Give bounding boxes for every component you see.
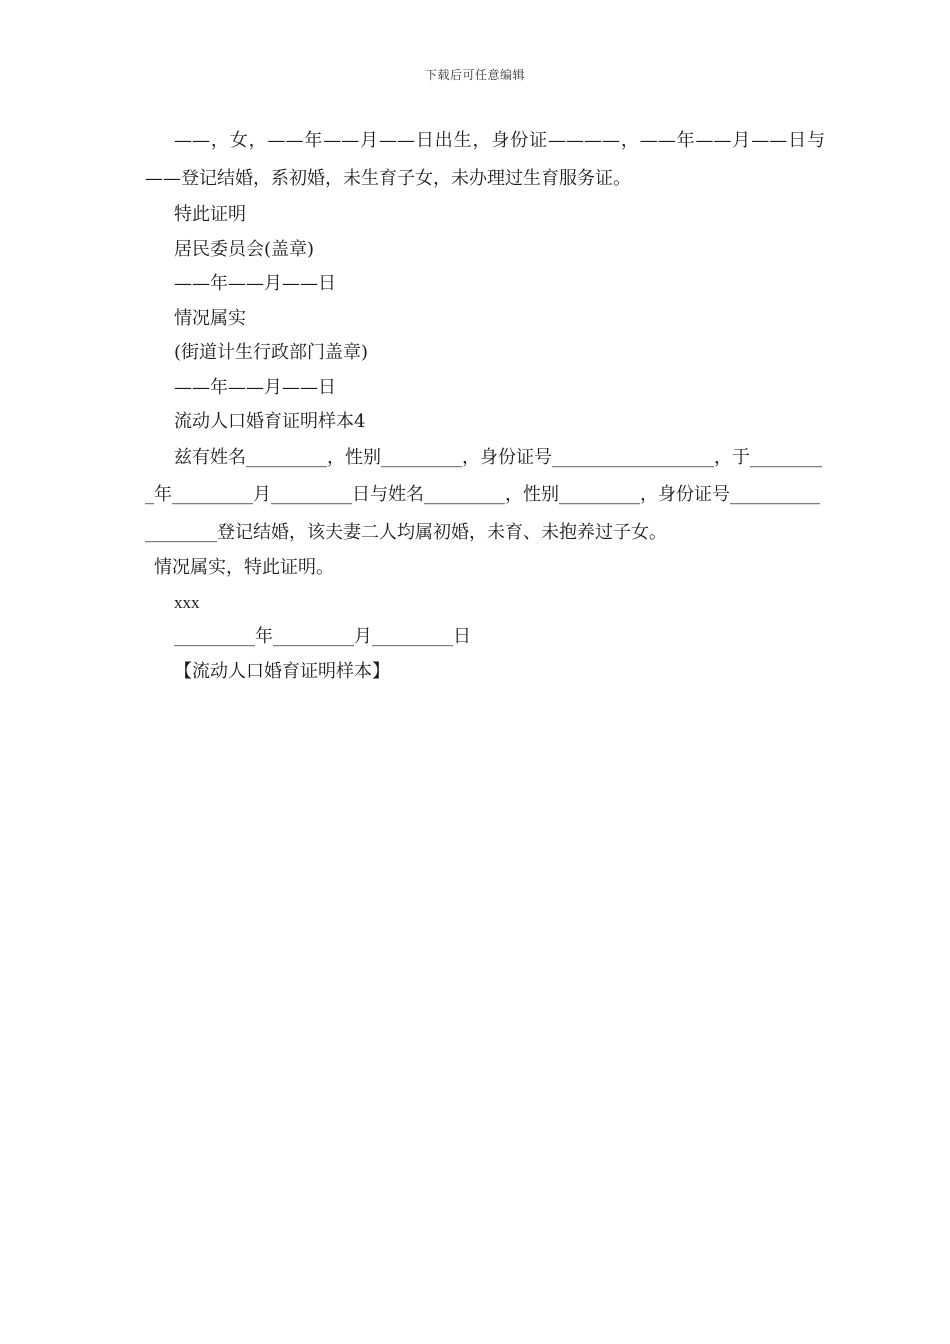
certificate-paragraph: ——，女，——年——月——日出生，身份证————，——年——月——日与——登记结婚，系初婚，未生育子女，未办理过生育服务证。: [145, 130, 825, 189]
page-header: 下载后可任意编辑: [424, 68, 525, 82]
date-blank-line: _________年_________月_________日: [174, 626, 471, 647]
committee-seal-line: 居民委员会(盖章): [174, 238, 315, 260]
signatory: xxx: [174, 592, 200, 612]
date-line: ——年——月——日: [174, 273, 336, 294]
date-line: ——年——月——日: [174, 376, 336, 398]
street-office-seal-line: (街道计生行政部门盖章): [174, 342, 369, 363]
marriage-certificate-paragraph: 兹有姓名_________，性别_________，身份证号__________________，于_________年_________月_________日与姓名_________，性别_________，身份证号__________________登记结婚，该夫妻二人均属初婚，未育、未抱养过子女。: [145, 446, 822, 543]
certify-line: 特此证明: [174, 204, 246, 225]
footer-title: 【流动人口婚育证明样本】: [174, 660, 390, 682]
confirmation-line: 情况属实，特此证明。: [154, 557, 334, 578]
document-body: [145, 122, 825, 689]
sample-title: 流动人口婚育证明样本4: [174, 411, 366, 432]
confirmed-line: 情况属实: [174, 307, 246, 329]
